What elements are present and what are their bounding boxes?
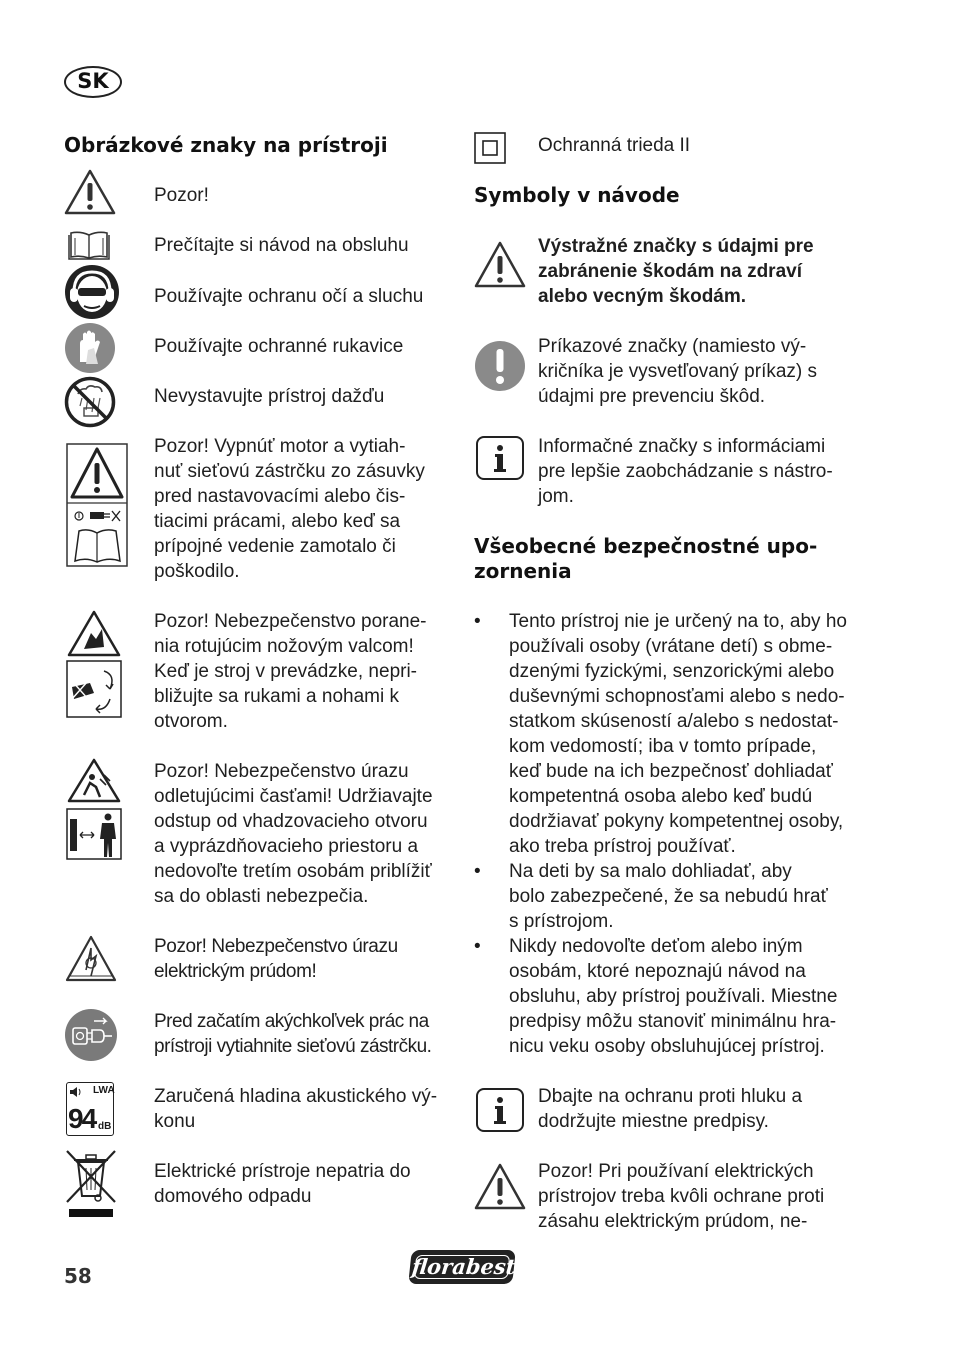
unplug-warning-icon: [66, 443, 128, 567]
protection-class-ii-icon: [474, 132, 506, 164]
info-icon: [476, 436, 524, 480]
rotating-blade-warning-icon: [66, 609, 122, 719]
bullet-1-text: Tento prístroj nie je určený na to, aby ho používali osoby (vrátane detí) s obme- dzenými fyzickými, senzorickými alebo duševnými schopnosťami alebo s nedo- statkom skúseností a/alebo s nedostat- kom vedomostí; iba v tomto prípade, keď bude na ich bezpečnosť dohliadať kompetentná osoba alebo keď budú dodržiavať pokyny kompetentnej osoby, ako treba prístroj používať.: [509, 611, 847, 857]
symbol-info-text: Informačné značky s informáciami pre lepšie zaobchádzanie s nástro- jom.: [538, 436, 833, 507]
page-number: 58: [64, 1264, 92, 1288]
warning-triangle-icon: [474, 240, 526, 290]
symbol-warning-text: Výstražné značky s údajmi pre zabránenie škodám na zdraví alebo vecným škodám.: [538, 236, 814, 307]
left-item-7-text: Pozor! Nebezpečenstvo porane- nia rotujúcim nožovým valcom! Keď je stroj v prevádzke, nepri- bližujte sa rukami a nohami k otvorom.: [154, 611, 427, 732]
left-item-4-text: Používajte ochranné rukavice: [154, 336, 404, 357]
gloves-icon: [64, 322, 116, 374]
warning-triangle-icon: [474, 1162, 526, 1212]
left-item-8-text: Pozor! Nebezpečenstvo úrazu odletujúcimi časťami! Udržiavajte odstup od vhadzovacieho otvoru a vyprázdňovacieho priestoru a nedovoľte tretím osobám priblížiť sa do oblasti nebezpečia.: [154, 761, 433, 907]
left-item-11-text: Zaručená hladina akustického vý- konu: [154, 1086, 438, 1132]
speaker-icon: [69, 1085, 83, 1099]
pull-plug-icon: [64, 1008, 118, 1062]
bullet-marker: •: [474, 861, 481, 882]
exclamation-circle-icon: [474, 340, 526, 392]
sound-unit: dB: [98, 1121, 112, 1132]
noise-note-text: Dbajte na ochranu proti hluku a dodržujte miestne predpisy.: [538, 1086, 803, 1132]
left-item-9-text: Pozor! Nebezpečenstvo úrazu elektrickým prúdom!: [154, 936, 398, 982]
brand-logo: [408, 1250, 516, 1284]
left-item-6-text: Pozor! Vypnúť motor a vytiah- nuť sieťovú zástrčku zo zásuvky pred nastavovacími alebo čis- tiacimi prácami, alebo keď sa prípojné vedenie zamotalo či poškodilo.: [154, 436, 425, 582]
bullet-marker: •: [474, 936, 481, 957]
safety-heading: Všeobecné bezpečnostné upo- zornenia: [474, 534, 818, 583]
left-item-3-text: Používajte ochranu očí a sluchu: [154, 286, 424, 307]
bullet-2-text: Na deti by sa malo dohliadať, aby bolo zabezpečené, že sa nebudú hrať s prístrojom.: [509, 861, 828, 932]
bullet-3-text: Nikdy nedovoľte deťom alebo iným osobám, ktoré nepoznajú návod na obsluhu, aby prístroj používali. Miestne predpisy môžu stanoviť minimálnu hra- nicu veku osoby obsluhujúcej prístroj.: [509, 936, 838, 1057]
symbols-heading: Symboly v návode: [474, 183, 680, 207]
symbol-mandatory-text: Príkazové značky (namiesto vý- kričníka je vysvetľovaný príkaz) s údajmi pre prevenciu škôd.: [538, 336, 818, 407]
warning-triangle-icon: [64, 168, 116, 216]
weee-bin-icon: [64, 1148, 118, 1218]
language-badge: SK: [64, 66, 122, 98]
left-heading: Obrázkové znaky na prístroji: [64, 133, 388, 157]
bullet-marker: •: [474, 611, 481, 632]
manual-book-icon: [66, 230, 112, 262]
eye-ear-protection-icon: [64, 264, 120, 320]
left-item-12-text: Elektrické prístroje nepatria do domového odpadu: [154, 1161, 411, 1207]
logo-text: florabest: [410, 1254, 517, 1279]
left-item-1-text: Pozor!: [154, 185, 209, 206]
no-rain-icon: [64, 376, 116, 428]
protection-class-label: Ochranná trieda II: [538, 135, 691, 156]
flying-parts-warning-icon: [66, 757, 122, 861]
sound-label: LWA: [93, 1085, 115, 1096]
left-item-10-text: Pred začatím akýchkoľvek prác na prístroji vytiahnite sieťovú zástrčku.: [154, 1011, 432, 1057]
left-item-2-text: Prečítajte si návod na obsluhu: [154, 235, 409, 256]
logo-frame: [414, 1255, 511, 1279]
electric-warning-text: Pozor! Pri používaní elektrických prístrojov treba kvôli ochrane proti zásahu elektrickým prúdom, ne-: [538, 1161, 825, 1232]
info-icon: [476, 1088, 524, 1132]
left-item-5-text: Nevystavujte prístroj dažďu: [154, 386, 385, 407]
sound-level-icon: [66, 1082, 114, 1136]
sound-value: 94: [68, 1103, 96, 1134]
electric-shock-warning-icon: [64, 934, 118, 984]
